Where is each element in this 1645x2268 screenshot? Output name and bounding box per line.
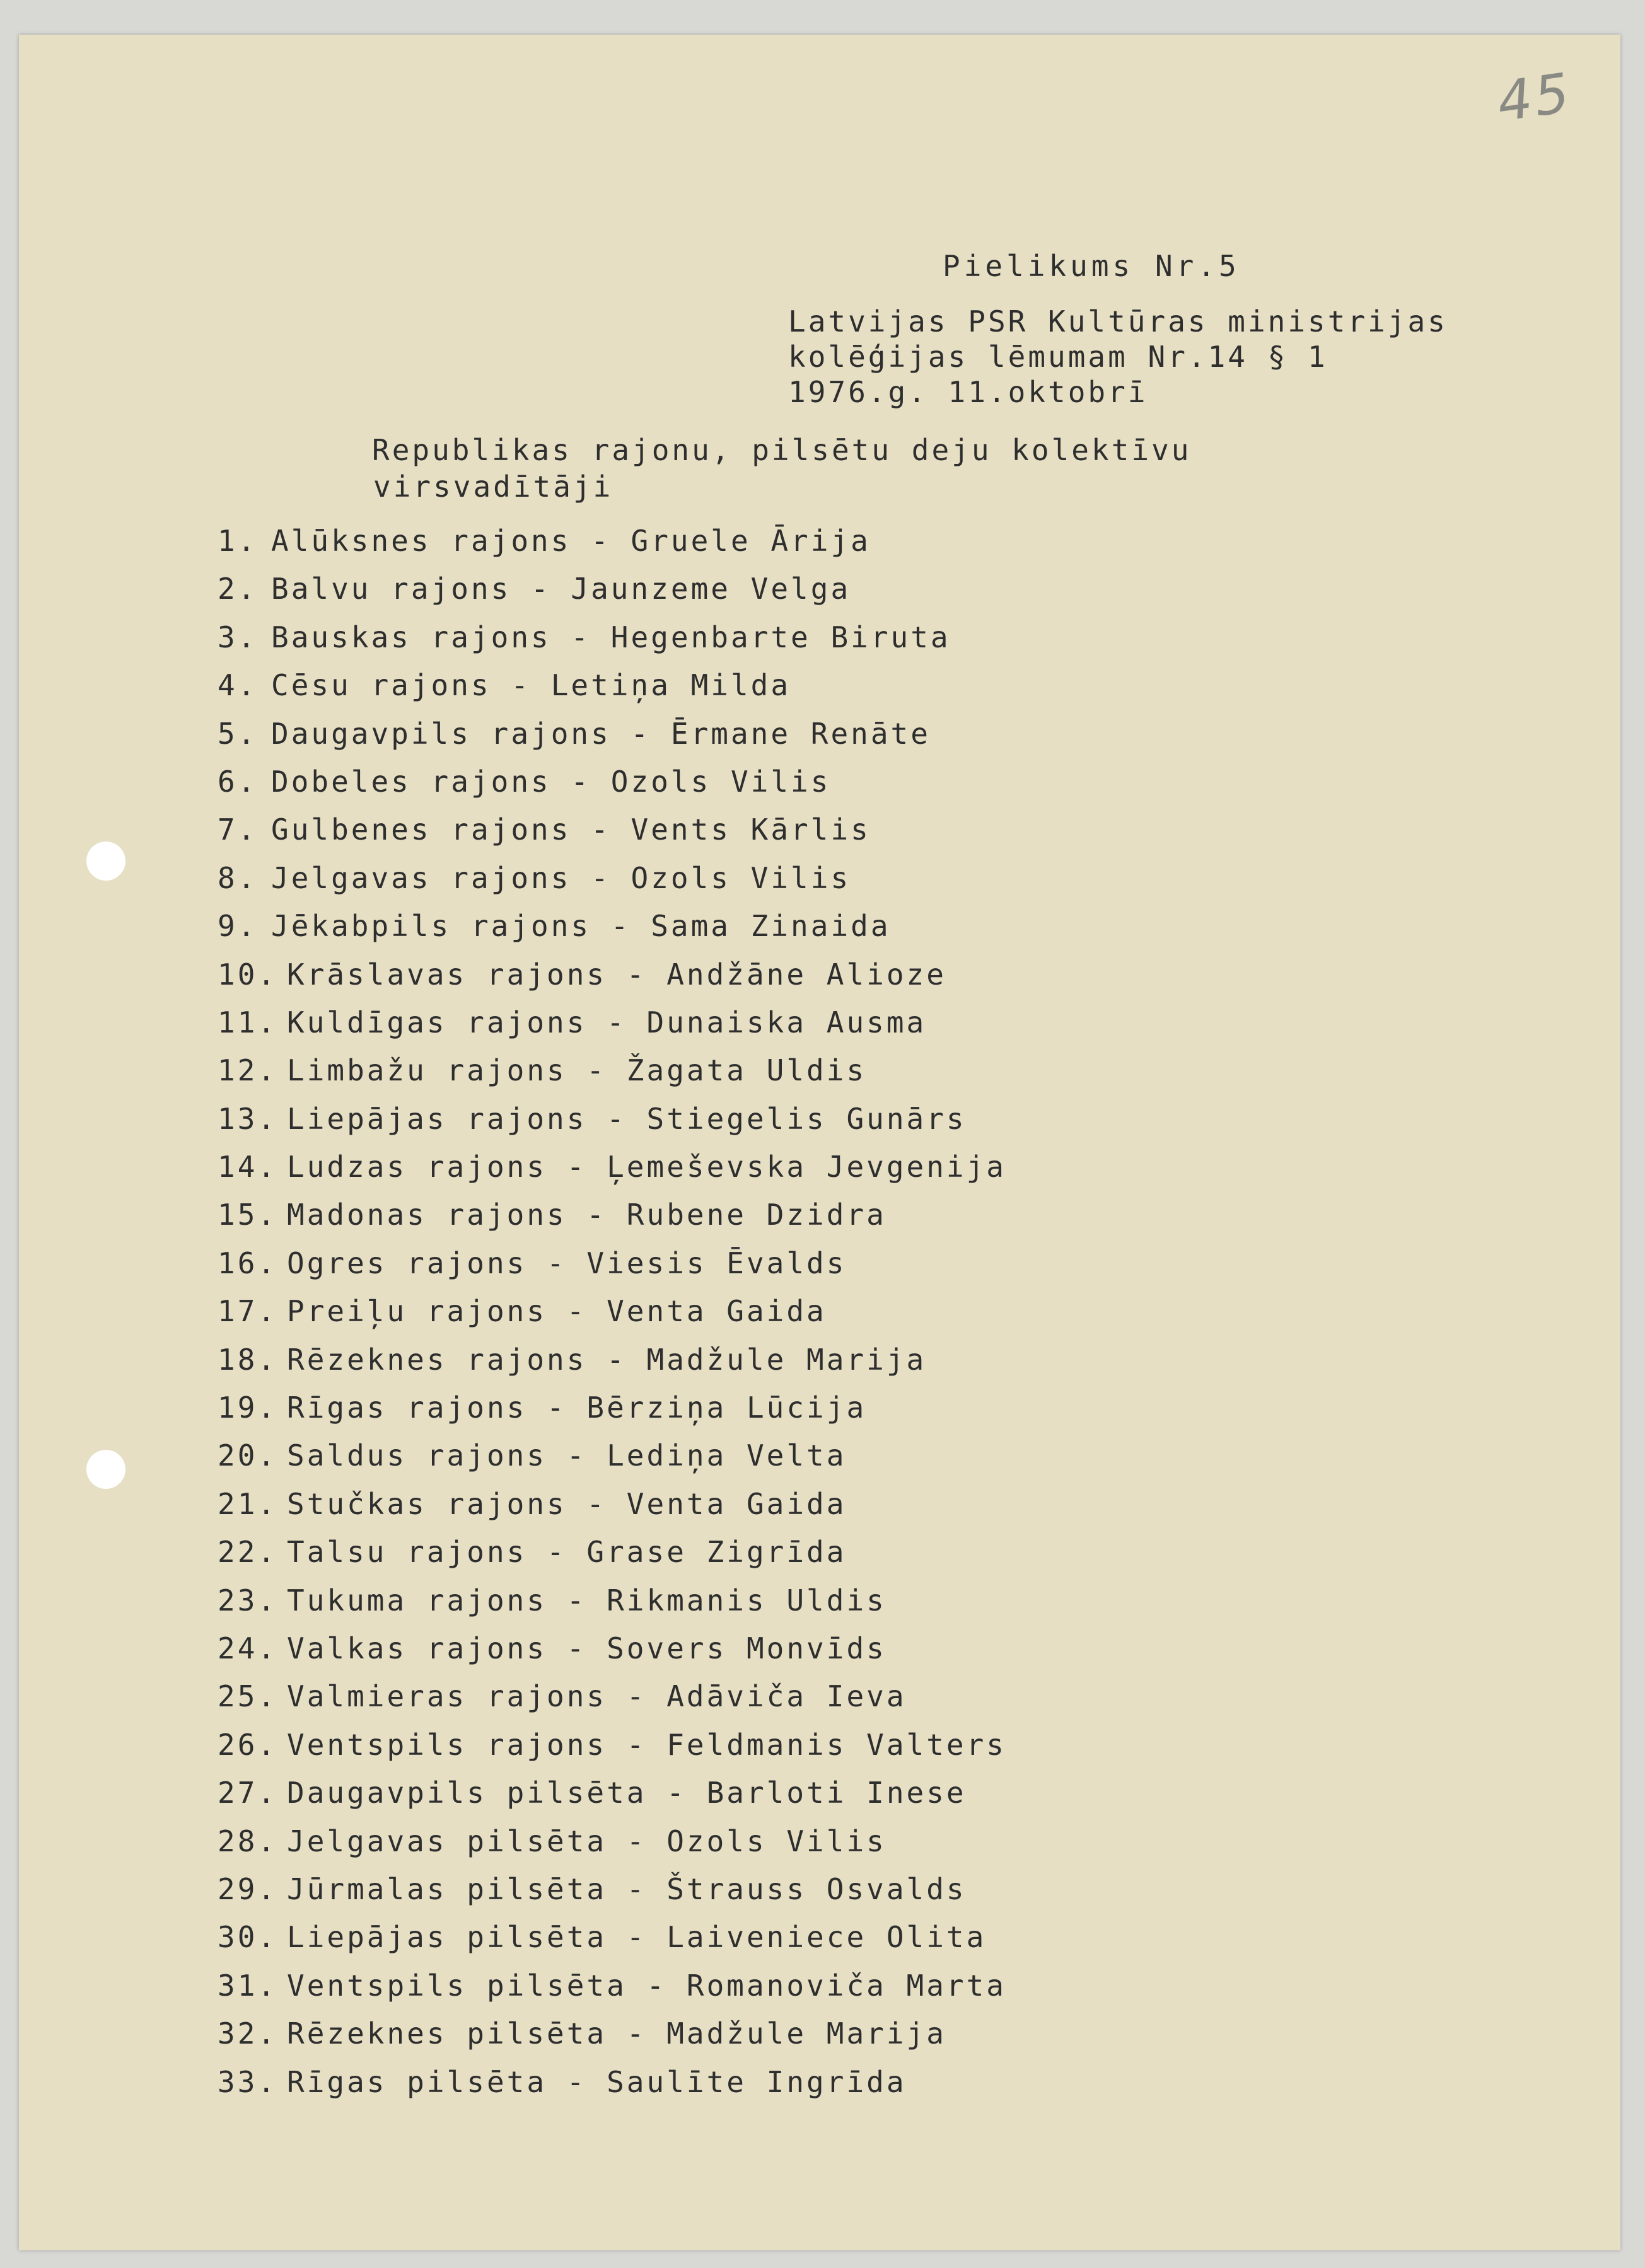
item-text: Stučkas rajons - Venta Gaida (287, 1486, 847, 1521)
item-number: 23. (218, 1583, 278, 1617)
item-number: 9. (218, 909, 258, 944)
reference-line: kolēģijas lēmumam Nr.14 § 1 (788, 340, 1328, 374)
decision-reference (788, 304, 1448, 410)
punch-hole-top (86, 842, 125, 881)
list-item (218, 1432, 1006, 1479)
item-text: Liepājas rajons - Stiegelis Gunārs (287, 1101, 967, 1136)
punch-hole-bottom (86, 1450, 125, 1489)
item-text: Valkas rajons - Sovers Monvīds (287, 1631, 886, 1665)
list-item (218, 1721, 1006, 1769)
item-text: Valmieras rajons - Adāviča Ieva (287, 1679, 907, 1714)
list-item (218, 661, 1006, 709)
list-item (218, 1143, 1006, 1191)
list-item (218, 758, 1006, 806)
item-text: Jēkabpils rajons - Sama Zinaida (271, 909, 891, 944)
item-text: Rēzeknes rajons - Madžule Marija (287, 1342, 927, 1377)
list-item (218, 2058, 1006, 2106)
item-text: Krāslavas rajons - Andžāne Alioze (287, 957, 946, 992)
item-text: Preiļu rajons - Venta Gaida (287, 1294, 827, 1329)
item-text: Jelgavas pilsēta - Ozols Vilis (287, 1824, 886, 1858)
item-number: 25. (218, 1679, 278, 1714)
item-text: Jūrmalas pilsēta - Štrauss Osvalds (287, 1872, 967, 1906)
list-item (218, 1865, 1006, 1913)
item-number: 18. (218, 1342, 278, 1377)
item-text: Alūksnes rajons - Gruele Ārija (271, 524, 871, 558)
item-text: Ventspils pilsēta - Romanoviča Marta (287, 1968, 1006, 2003)
item-number: 26. (218, 1727, 278, 1762)
item-number: 17. (218, 1294, 278, 1329)
title-line: virsvadītāji (373, 470, 613, 504)
list-item (218, 710, 1006, 758)
item-text: Talsu rajons - Grase Zigrīda (287, 1535, 847, 1570)
item-text: Rēzeknes pilsēta - Madžule Marija (287, 2016, 946, 2051)
item-number: 20. (218, 1438, 278, 1473)
item-number: 29. (218, 1872, 278, 1906)
list-item (218, 1336, 1006, 1384)
list-item (218, 1817, 1006, 1865)
item-number: 13. (218, 1101, 278, 1136)
item-text: Ogres rajons - Viesis Ēvalds (287, 1246, 847, 1280)
list-item (218, 951, 1006, 998)
list-item (218, 806, 1006, 853)
item-number: 8. (218, 860, 258, 895)
handwritten-page-number: 45 (1493, 61, 1576, 134)
item-number: 30. (218, 1920, 278, 1955)
item-text: Limbažu rajons - Žagata Uldis (287, 1053, 867, 1088)
item-number: 31. (218, 1968, 278, 2003)
title-line: Republikas rajonu, pilsētu deju kolektīvu (372, 433, 1192, 467)
list-item (218, 854, 1006, 902)
list-item (218, 1046, 1006, 1094)
item-text: Ventspils rajons - Feldmanis Valters (287, 1727, 1006, 1762)
item-number: 24. (218, 1631, 278, 1665)
item-number: 21. (218, 1486, 278, 1521)
item-number: 7. (218, 813, 258, 847)
list-item (218, 1672, 1006, 1720)
item-text: Gulbenes rajons - Vents Kārlis (271, 813, 871, 847)
item-text: Daugavpils rajons - Ērmane Renāte (271, 716, 931, 751)
item-text: Ludzas rajons - Ļemeševska Jevgenija (287, 1150, 1006, 1184)
list-item (218, 1913, 1006, 1961)
list-item (218, 1191, 1006, 1239)
item-number: 16. (218, 1246, 278, 1280)
list-item (218, 1769, 1006, 1817)
leaders-list (218, 517, 1006, 2106)
item-number: 4. (218, 668, 258, 703)
item-number: 12. (218, 1053, 278, 1088)
item-text: Saldus rajons - Lediņa Velta (287, 1438, 847, 1473)
item-number: 22. (218, 1535, 278, 1570)
item-text: Liepājas pilsēta - Laiveniece Olita (287, 1920, 987, 1955)
item-text: Rīgas pilsēta - Saulīte Ingrīda (287, 2064, 907, 2099)
list-item (218, 1384, 1006, 1432)
list-item (218, 1239, 1006, 1287)
item-text: Daugavpils pilsēta - Barloti Inese (287, 1776, 967, 1810)
item-number: 32. (218, 2016, 278, 2051)
item-text: Dobeles rajons - Ozols Vilis (271, 764, 831, 799)
item-text: Kuldīgas rajons - Dunaiska Ausma (287, 1005, 927, 1039)
list-item (218, 2010, 1006, 2057)
list-item (218, 1287, 1006, 1335)
item-number: 14. (218, 1150, 278, 1184)
item-text: Tukuma rajons - Rikmanis Uldis (287, 1583, 886, 1617)
item-number: 33. (218, 2064, 278, 2099)
item-text: Cēsu rajons - Letiņa Milda (271, 668, 791, 703)
item-text: Rīgas rajons - Bērziņa Lūcija (287, 1391, 867, 1425)
item-number: 6. (218, 764, 258, 799)
item-number: 15. (218, 1198, 278, 1232)
item-text: Madonas rajons - Rubene Dzidra (287, 1198, 886, 1232)
list-item (218, 998, 1006, 1046)
item-number: 10. (218, 957, 278, 992)
item-number: 1. (218, 524, 258, 558)
item-text: Bauskas rajons - Hegenbarte Biruta (271, 620, 951, 654)
list-item (218, 1577, 1006, 1624)
list-item (218, 902, 1006, 950)
item-number: 27. (218, 1776, 278, 1810)
list-item (218, 517, 1006, 565)
item-number: 5. (218, 716, 258, 751)
list-item (218, 1528, 1006, 1576)
reference-line: Latvijas PSR Kultūras ministrijas (788, 304, 1448, 338)
item-number: 19. (218, 1391, 278, 1425)
list-title (372, 432, 1191, 505)
item-text: Jelgavas rajons - Ozols Vilis (271, 860, 851, 895)
item-number: 11. (218, 1005, 278, 1039)
list-item (218, 1624, 1006, 1672)
item-number: 28. (218, 1824, 278, 1858)
reference-line: 1976.g. 11.oktobrī (788, 375, 1148, 409)
appendix-label: Pielikums Nr.5 (943, 249, 1240, 283)
item-number: 3. (218, 620, 258, 654)
list-item (218, 613, 1006, 661)
item-number: 2. (218, 572, 258, 606)
item-text: Balvu rajons - Jaunzeme Velga (271, 572, 851, 606)
list-item (218, 565, 1006, 613)
list-item (218, 1480, 1006, 1528)
list-item (218, 1095, 1006, 1143)
list-item (218, 1962, 1006, 2010)
